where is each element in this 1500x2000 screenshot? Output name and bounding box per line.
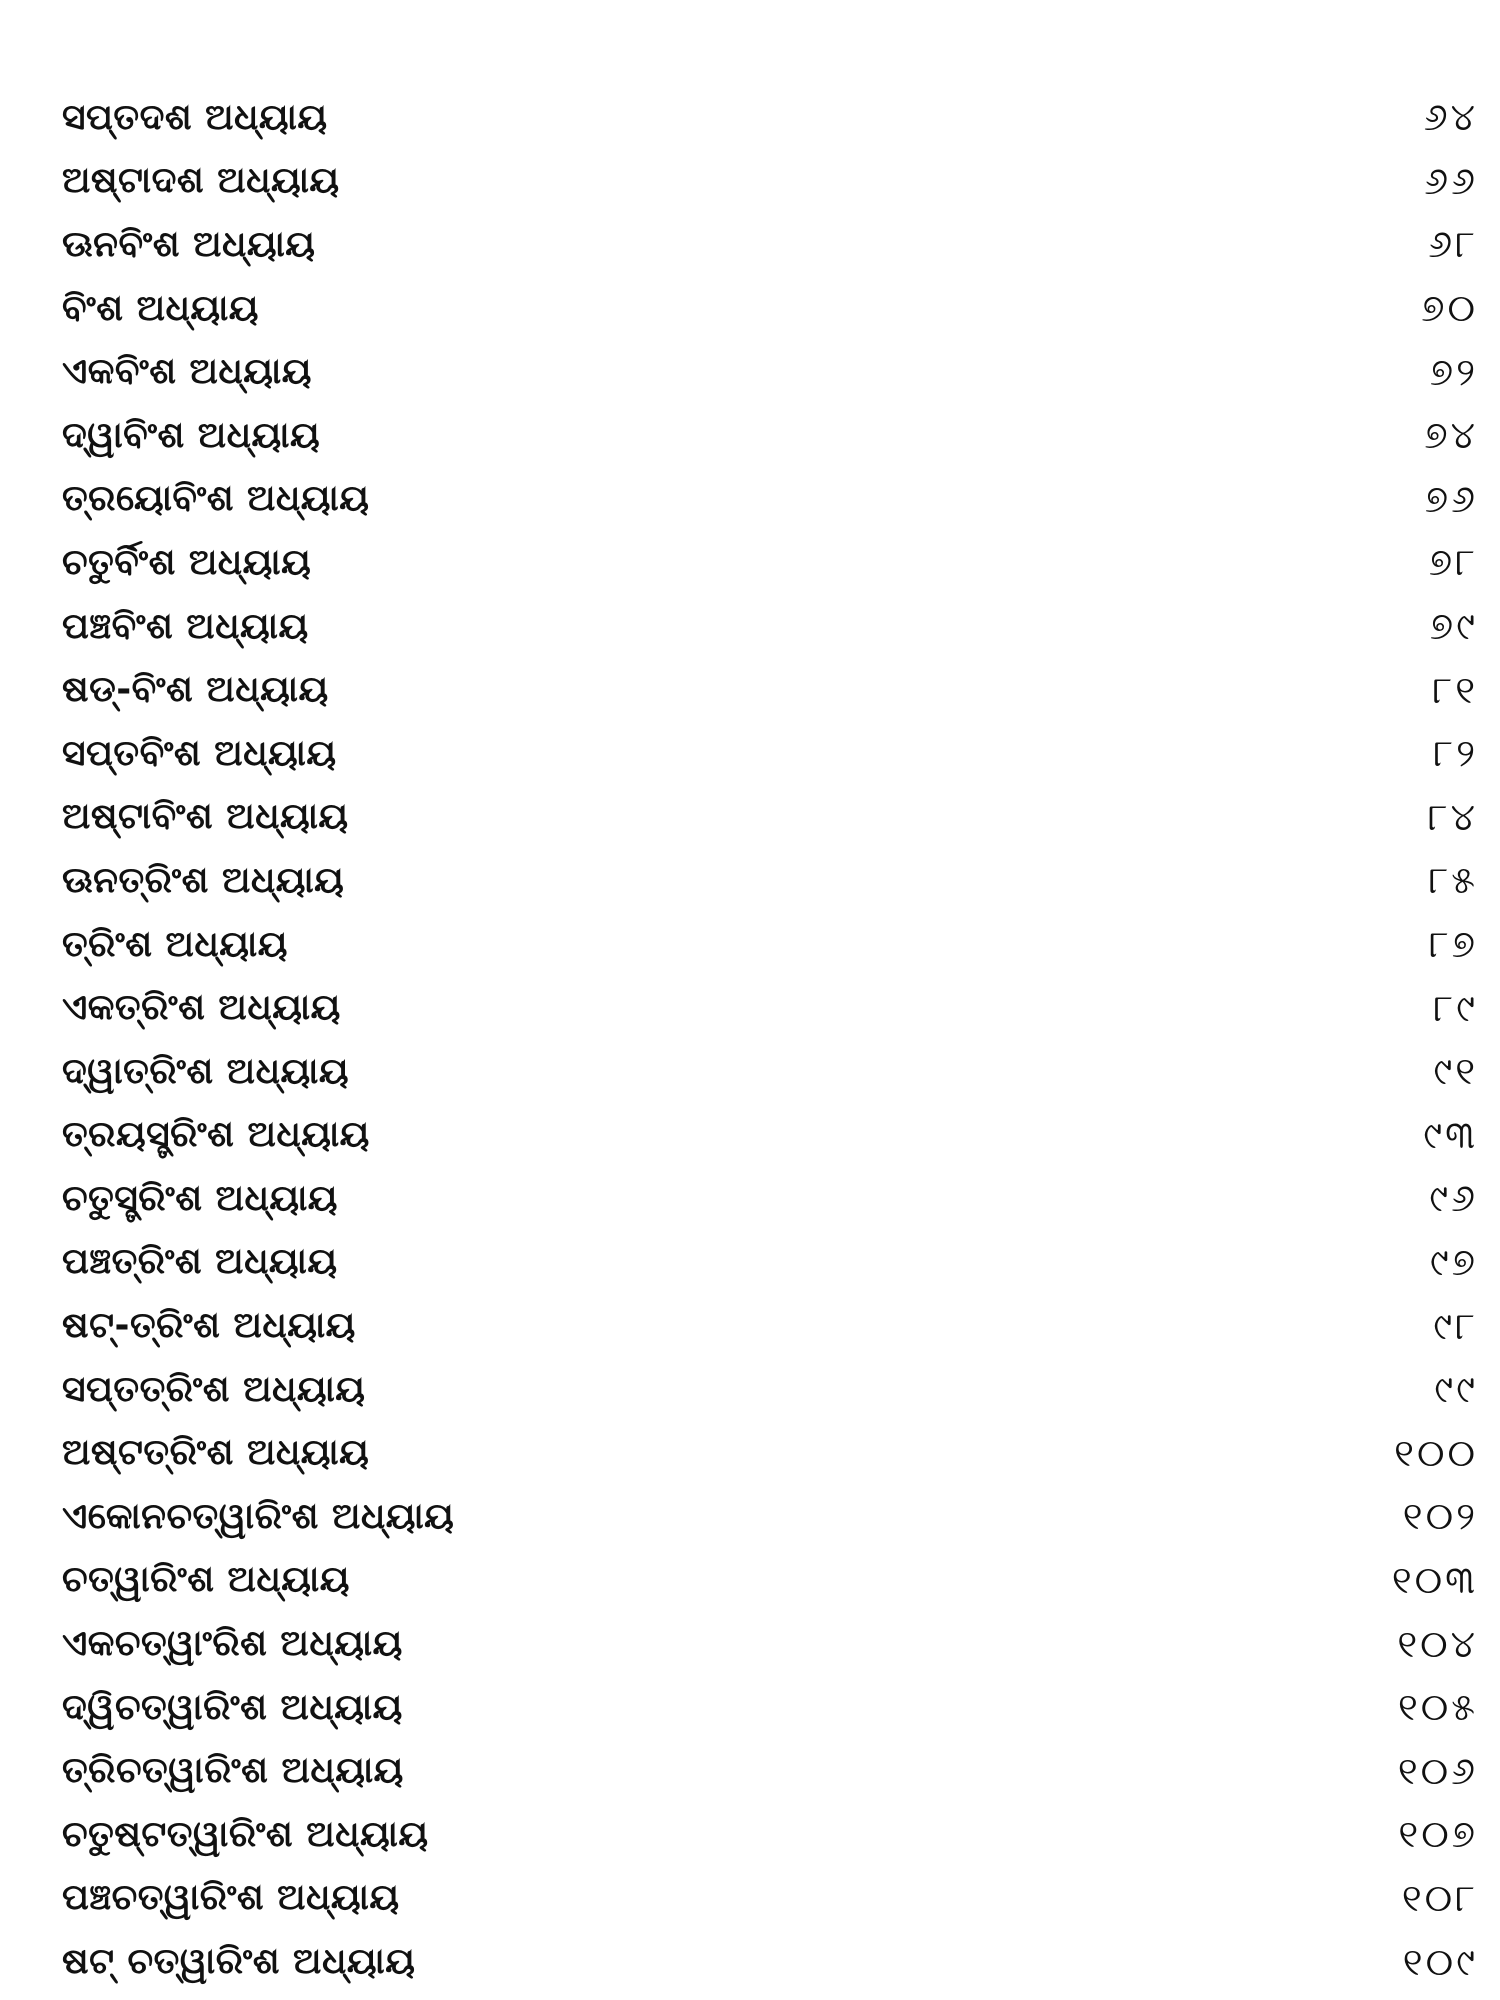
page-number: ୭୨ [1429, 349, 1478, 394]
toc-row [62, 722, 1478, 786]
toc-row [62, 150, 1478, 214]
chapter-title: ଅଷ୍ଟାବିଂଶ ଅଧ୍ୟାୟ [62, 796, 349, 838]
toc-row [62, 1040, 1478, 1104]
page-number: ୭୯ [1429, 604, 1478, 649]
toc-row [62, 1867, 1478, 1931]
page-number: ୧୦୦ [1394, 1430, 1478, 1475]
page-number: ୯୯ [1434, 1367, 1478, 1412]
page-number: ୭୬ [1424, 476, 1478, 521]
page-number: ୯୭ [1429, 1239, 1478, 1284]
chapter-title: ସପ୍ତତ୍ରିଂଶ ଅଧ୍ୟାୟ [62, 1368, 366, 1410]
page-number: ୬୬ [1424, 158, 1478, 203]
toc-row [62, 1167, 1478, 1231]
page-number: ୯୮ [1433, 1303, 1478, 1348]
chapter-title: ଊନତ୍ରିଂଶ ଅଧ୍ୟାୟ [62, 859, 345, 901]
page-number: ୮୭ [1428, 922, 1478, 967]
toc-row [62, 1612, 1478, 1676]
toc-row [62, 1485, 1478, 1549]
chapter-title: ଚତୁଷ୍ଟତ୍ୱାରିଂଶ ଅଧ୍ୟାୟ [62, 1813, 429, 1855]
chapter-title: ପଞ୍ଚବିଂଶ ଅଧ୍ୟାୟ [62, 605, 309, 647]
page-number: ୭୦ [1421, 286, 1478, 331]
toc-row [62, 531, 1478, 595]
page-number: ୧୦୪ [1397, 1621, 1478, 1666]
toc-row [62, 786, 1478, 850]
toc-row [62, 213, 1478, 277]
page-number: ୧୦୩ [1391, 1557, 1478, 1602]
page-number: ୯୩ [1423, 1112, 1478, 1157]
toc-row [62, 658, 1478, 722]
toc-row [62, 1549, 1478, 1613]
chapter-title: ତ୍ରୟୋବିଂଶ ଅଧ୍ୟାୟ [62, 478, 370, 520]
chapter-title: ଷଟ୍ ଚତ୍ୱାରିଂଶ ଅଧ୍ୟାୟ [62, 1941, 416, 1983]
chapter-title: ଅଷ୍ଟାଦଶ ଅଧ୍ୟାୟ [62, 160, 340, 202]
chapter-title: ତ୍ରିଂଶ ଅଧ୍ୟାୟ [62, 923, 288, 965]
toc-row [62, 976, 1478, 1040]
toc-row [62, 1676, 1478, 1740]
page-number: ୧୦୨ [1402, 1494, 1478, 1539]
toc-row [62, 404, 1478, 468]
toc-row [62, 913, 1478, 977]
page-number: ୧୦୯ [1402, 1939, 1478, 1984]
chapter-title: ଚତୁସ୍ତ୍ରିଂଶ ଅଧ୍ୟାୟ [62, 1177, 338, 1219]
chapter-title: ଊନବିଂଶ ଅଧ୍ୟାୟ [62, 223, 316, 265]
page-number: ୧୦୭ [1398, 1812, 1478, 1857]
toc-row [62, 468, 1478, 532]
page-number: ୯୬ [1429, 1176, 1478, 1221]
toc-row [62, 1294, 1478, 1358]
chapter-title: ତ୍ରୟସ୍ତ୍ରିଂଶ ଅଧ୍ୟାୟ [62, 1114, 370, 1156]
chapter-title: ଦ୍ୱାତ୍ରିଂଶ ଅଧ୍ୟାୟ [62, 1050, 350, 1092]
chapter-title: ଏକବିଂଶ ଅଧ୍ୟାୟ [62, 351, 312, 393]
chapter-title: ବିଂଶ ଅଧ୍ୟାୟ [62, 287, 260, 329]
toc-row [62, 340, 1478, 404]
chapter-title: ଏକୋନଚତ୍ୱାରିଂଶ ଅଧ୍ୟାୟ [62, 1495, 455, 1537]
toc-row [62, 1930, 1478, 1994]
chapter-title: ତ୍ରିଚତ୍ୱାରିଂଶ ଅଧ୍ୟାୟ [62, 1750, 404, 1792]
page-number: ୧୦୫ [1397, 1685, 1478, 1730]
chapter-title: ପଞ୍ଚତ୍ରିଂଶ ଅଧ୍ୟାୟ [62, 1241, 338, 1283]
chapter-title: ଏକତ୍ରିଂଶ ଅଧ୍ୟାୟ [62, 987, 341, 1029]
toc-row [62, 849, 1478, 913]
page-number: ୧୦୬ [1397, 1748, 1478, 1793]
toc-row [62, 1358, 1478, 1422]
chapter-title: ସପ୍ତଦଶ ଅଧ୍ୟାୟ [62, 96, 328, 138]
page-number: ୬୪ [1423, 95, 1478, 140]
table-of-contents [62, 86, 1478, 1994]
page-number: ୮୫ [1428, 858, 1478, 903]
chapter-title: ଷଡ୍-ବିଂଶ ଅଧ୍ୟାୟ [62, 669, 329, 711]
page-number: ୮୯ [1433, 985, 1478, 1030]
toc-row [62, 1803, 1478, 1867]
page-number: ୭୮ [1428, 540, 1478, 585]
toc-row [62, 1231, 1478, 1295]
chapter-title: ଚତୁର୍ବିଂଶ ଅଧ୍ୟାୟ [62, 541, 312, 583]
chapter-title: ଷଟ୍-ତ୍ରିଂଶ ଅଧ୍ୟାୟ [62, 1305, 356, 1347]
page-number: ୬୮ [1428, 222, 1478, 267]
toc-row [62, 86, 1478, 150]
chapter-title: ସପ୍ତବିଂଶ ଅଧ୍ୟାୟ [62, 732, 337, 774]
page-number: ୮୧ [1432, 667, 1478, 712]
toc-row [62, 1421, 1478, 1485]
page-number: ୯୧ [1433, 1049, 1478, 1094]
chapter-title: ପଞ୍ଚଚତ୍ୱାରିଂଶ ଅଧ୍ୟାୟ [62, 1877, 400, 1919]
toc-row [62, 595, 1478, 659]
page-number: ୮୨ [1433, 731, 1478, 776]
chapter-title: ଦ୍ୱିଚତ୍ୱାରିଂଶ ଅଧ୍ୟାୟ [62, 1686, 403, 1728]
chapter-title: ଏକଚତ୍ୱାଂରିଶ ଅଧ୍ୟାୟ [62, 1623, 403, 1665]
chapter-title: ଅଷ୍ଟତ୍ରିଂଶ ଅଧ୍ୟାୟ [62, 1432, 370, 1474]
chapter-title: ଚତ୍ୱାରିଂଶ ଅଧ୍ୟାୟ [62, 1559, 350, 1601]
toc-row [62, 1739, 1478, 1803]
toc-row [62, 1104, 1478, 1168]
toc-row [62, 277, 1478, 341]
chapter-title: ଦ୍ୱାବିଂଶ ଅଧ୍ୟାୟ [62, 414, 321, 456]
page-number: ୭୪ [1424, 413, 1478, 458]
page-number: ୧୦୮ [1401, 1875, 1478, 1920]
page-number: ୮୪ [1427, 794, 1478, 839]
